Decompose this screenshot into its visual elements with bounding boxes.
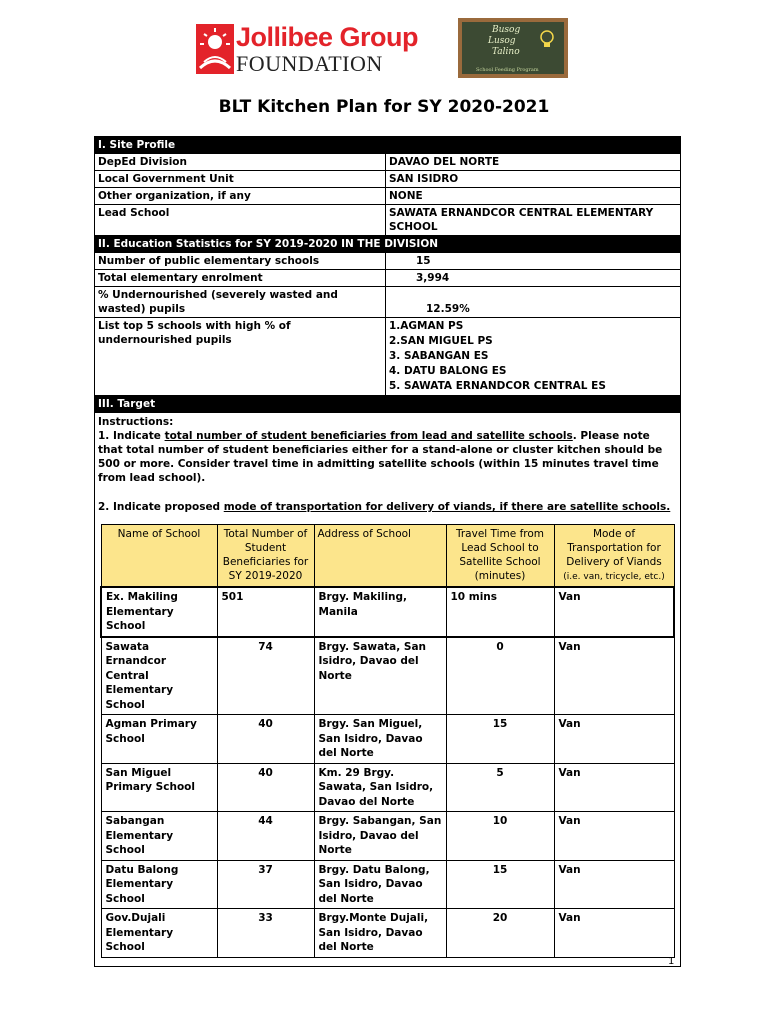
cell-name: Sabangan Elementary School: [101, 812, 217, 861]
cell-name: Agman Primary School: [101, 715, 217, 764]
instruction-1: 1. Indicate total number of student beneficiaries from lead and satellite schools. Please note that total number of student beneficiaries either for a stand-alone or cluster kitchen should be 500 or more. Consider travel time in admitting satellite schools (within 15 minutes travel time from lead school).: [98, 430, 663, 484]
board-line-2: Lusog: [488, 36, 516, 46]
instruction-2: 2. Indicate proposed mode of transportation for delivery of viands, if there are satellite schools.: [98, 501, 671, 513]
cell-travel: 15: [446, 860, 554, 909]
cell-travel: 10 mins: [446, 587, 554, 637]
section-site-profile: I. Site Profile: [95, 137, 681, 154]
value-undernourished: 12.59%: [386, 287, 681, 318]
col-header-address: Address of School: [314, 525, 446, 588]
board-line-1: Busog: [492, 25, 521, 35]
cell-travel: 15: [446, 715, 554, 764]
table-row: [101, 637, 674, 715]
table-row: [101, 715, 674, 764]
list-item: 4. DATU BALONG ES: [389, 365, 507, 377]
cell-travel: 10: [446, 812, 554, 861]
cell-travel: 20: [446, 909, 554, 958]
label-lead-school: Lead School: [95, 205, 386, 236]
section-education-stats: II. Education Statistics for SY 2019-2020 IN THE DIVISION: [95, 236, 681, 253]
cell-name: Gov.Dujali Elementary School: [101, 909, 217, 958]
cell-mode: Van: [554, 812, 674, 861]
board-caption: School Feeding Program: [476, 67, 539, 73]
schools-table: [100, 524, 675, 958]
value-num-schools: 15: [386, 253, 681, 270]
cell-mode: Van: [554, 587, 674, 637]
cell-address: Brgy. Sabangan, San Isidro, Davao del Norte: [314, 812, 446, 861]
label-deped-division: DepEd Division: [95, 154, 386, 171]
col-header-mode: [554, 525, 674, 588]
header-logos: [196, 18, 596, 84]
section-target: III. Target: [95, 396, 681, 413]
table-row: [101, 909, 674, 958]
cell-travel: 5: [446, 763, 554, 812]
col-header-travel: Travel Time from Lead School to Satellite School (minutes): [446, 525, 554, 588]
list-item: 2.SAN MIGUEL PS: [389, 335, 493, 347]
mode-header-label: Mode of Transportation for Delivery of Viands: [566, 528, 662, 568]
cell-address: Brgy. Makiling, Manila: [314, 587, 446, 637]
table-row: [101, 587, 674, 637]
busog-lusog-talino-logo: [458, 18, 568, 78]
target-instructions: [95, 413, 681, 967]
cell-mode: Van: [554, 637, 674, 715]
col-header-total: Total Number of Student Beneficiaries for SY 2019-2020: [217, 525, 314, 588]
label-top-schools: List top 5 schools with high % of undernourished pupils: [95, 318, 386, 396]
cell-name: Datu Balong Elementary School: [101, 860, 217, 909]
cell-name: San Miguel Primary School: [101, 763, 217, 812]
cell-address: Brgy. Sawata, San Isidro, Davao del Norte: [314, 637, 446, 715]
value-lgu: SAN ISIDRO: [386, 171, 681, 188]
kitchen-plan-table: [94, 136, 681, 967]
label-lgu: Local Government Unit: [95, 171, 386, 188]
label-other-org: Other organization, if any: [95, 188, 386, 205]
list-item: 5. SAWATA ERNANDCOR CENTRAL ES: [389, 380, 606, 392]
list-item: 3. SABANGAN ES: [389, 350, 489, 362]
table-row: [101, 763, 674, 812]
cell-address: Km. 29 Brgy. Sawata, San Isidro, Davao del Norte: [314, 763, 446, 812]
lightbulb-icon: [538, 28, 556, 50]
mode-header-note: (i.e. van, tricycle, etc.): [563, 572, 665, 582]
value-enrolment: 3,994: [386, 270, 681, 287]
cell-total: 33: [217, 909, 314, 958]
value-deped-division: DAVAO DEL NORTE: [386, 154, 681, 171]
value-lead-school: SAWATA ERNANDCOR CENTRAL ELEMENTARY SCHOOL: [386, 205, 681, 236]
cell-total: 40: [217, 715, 314, 764]
logo-subtitle: FOUNDATION: [236, 51, 383, 76]
cell-address: Brgy. Datu Balong, San Isidro, Davao del Norte: [314, 860, 446, 909]
logo-name: Jollibee Group: [236, 22, 419, 52]
label-undernourished: % Undernourished (severely wasted and wasted) pupils: [95, 287, 386, 318]
cell-name: Ex. Makiling Elementary School: [101, 587, 217, 637]
cell-total: 501: [217, 587, 314, 637]
page-title: BLT Kitchen Plan for SY 2020-2021: [218, 97, 550, 117]
cell-mode: Van: [554, 860, 674, 909]
instructions-label: Instructions:: [98, 416, 174, 428]
cell-total: 44: [217, 812, 314, 861]
cell-address: Brgy.Monte Dujali, San Isidro, Davao del Norte: [314, 909, 446, 958]
table-row: [101, 812, 674, 861]
top-schools-list: [386, 318, 681, 396]
cell-total: 37: [217, 860, 314, 909]
page-number: 1: [668, 956, 675, 967]
board-line-3: Talino: [492, 47, 520, 57]
cell-travel: 0: [446, 637, 554, 715]
cell-mode: Van: [554, 763, 674, 812]
list-item: 1.AGMAN PS: [389, 320, 464, 332]
cell-address: Brgy. San Miguel, San Isidro, Davao del Norte: [314, 715, 446, 764]
cell-mode: Van: [554, 715, 674, 764]
value-other-org: NONE: [386, 188, 681, 205]
label-enrolment: Total elementary enrolment: [95, 270, 386, 287]
cell-name: Sawata Ernandcor Central Elementary School: [101, 637, 217, 715]
table-row: [101, 860, 674, 909]
cell-total: 74: [217, 637, 314, 715]
jollibee-sun-logo-icon: [196, 24, 234, 74]
cell-mode: Van: [554, 909, 674, 958]
col-header-name: Name of School: [101, 525, 217, 588]
label-num-schools: Number of public elementary schools: [95, 253, 386, 270]
cell-total: 40: [217, 763, 314, 812]
